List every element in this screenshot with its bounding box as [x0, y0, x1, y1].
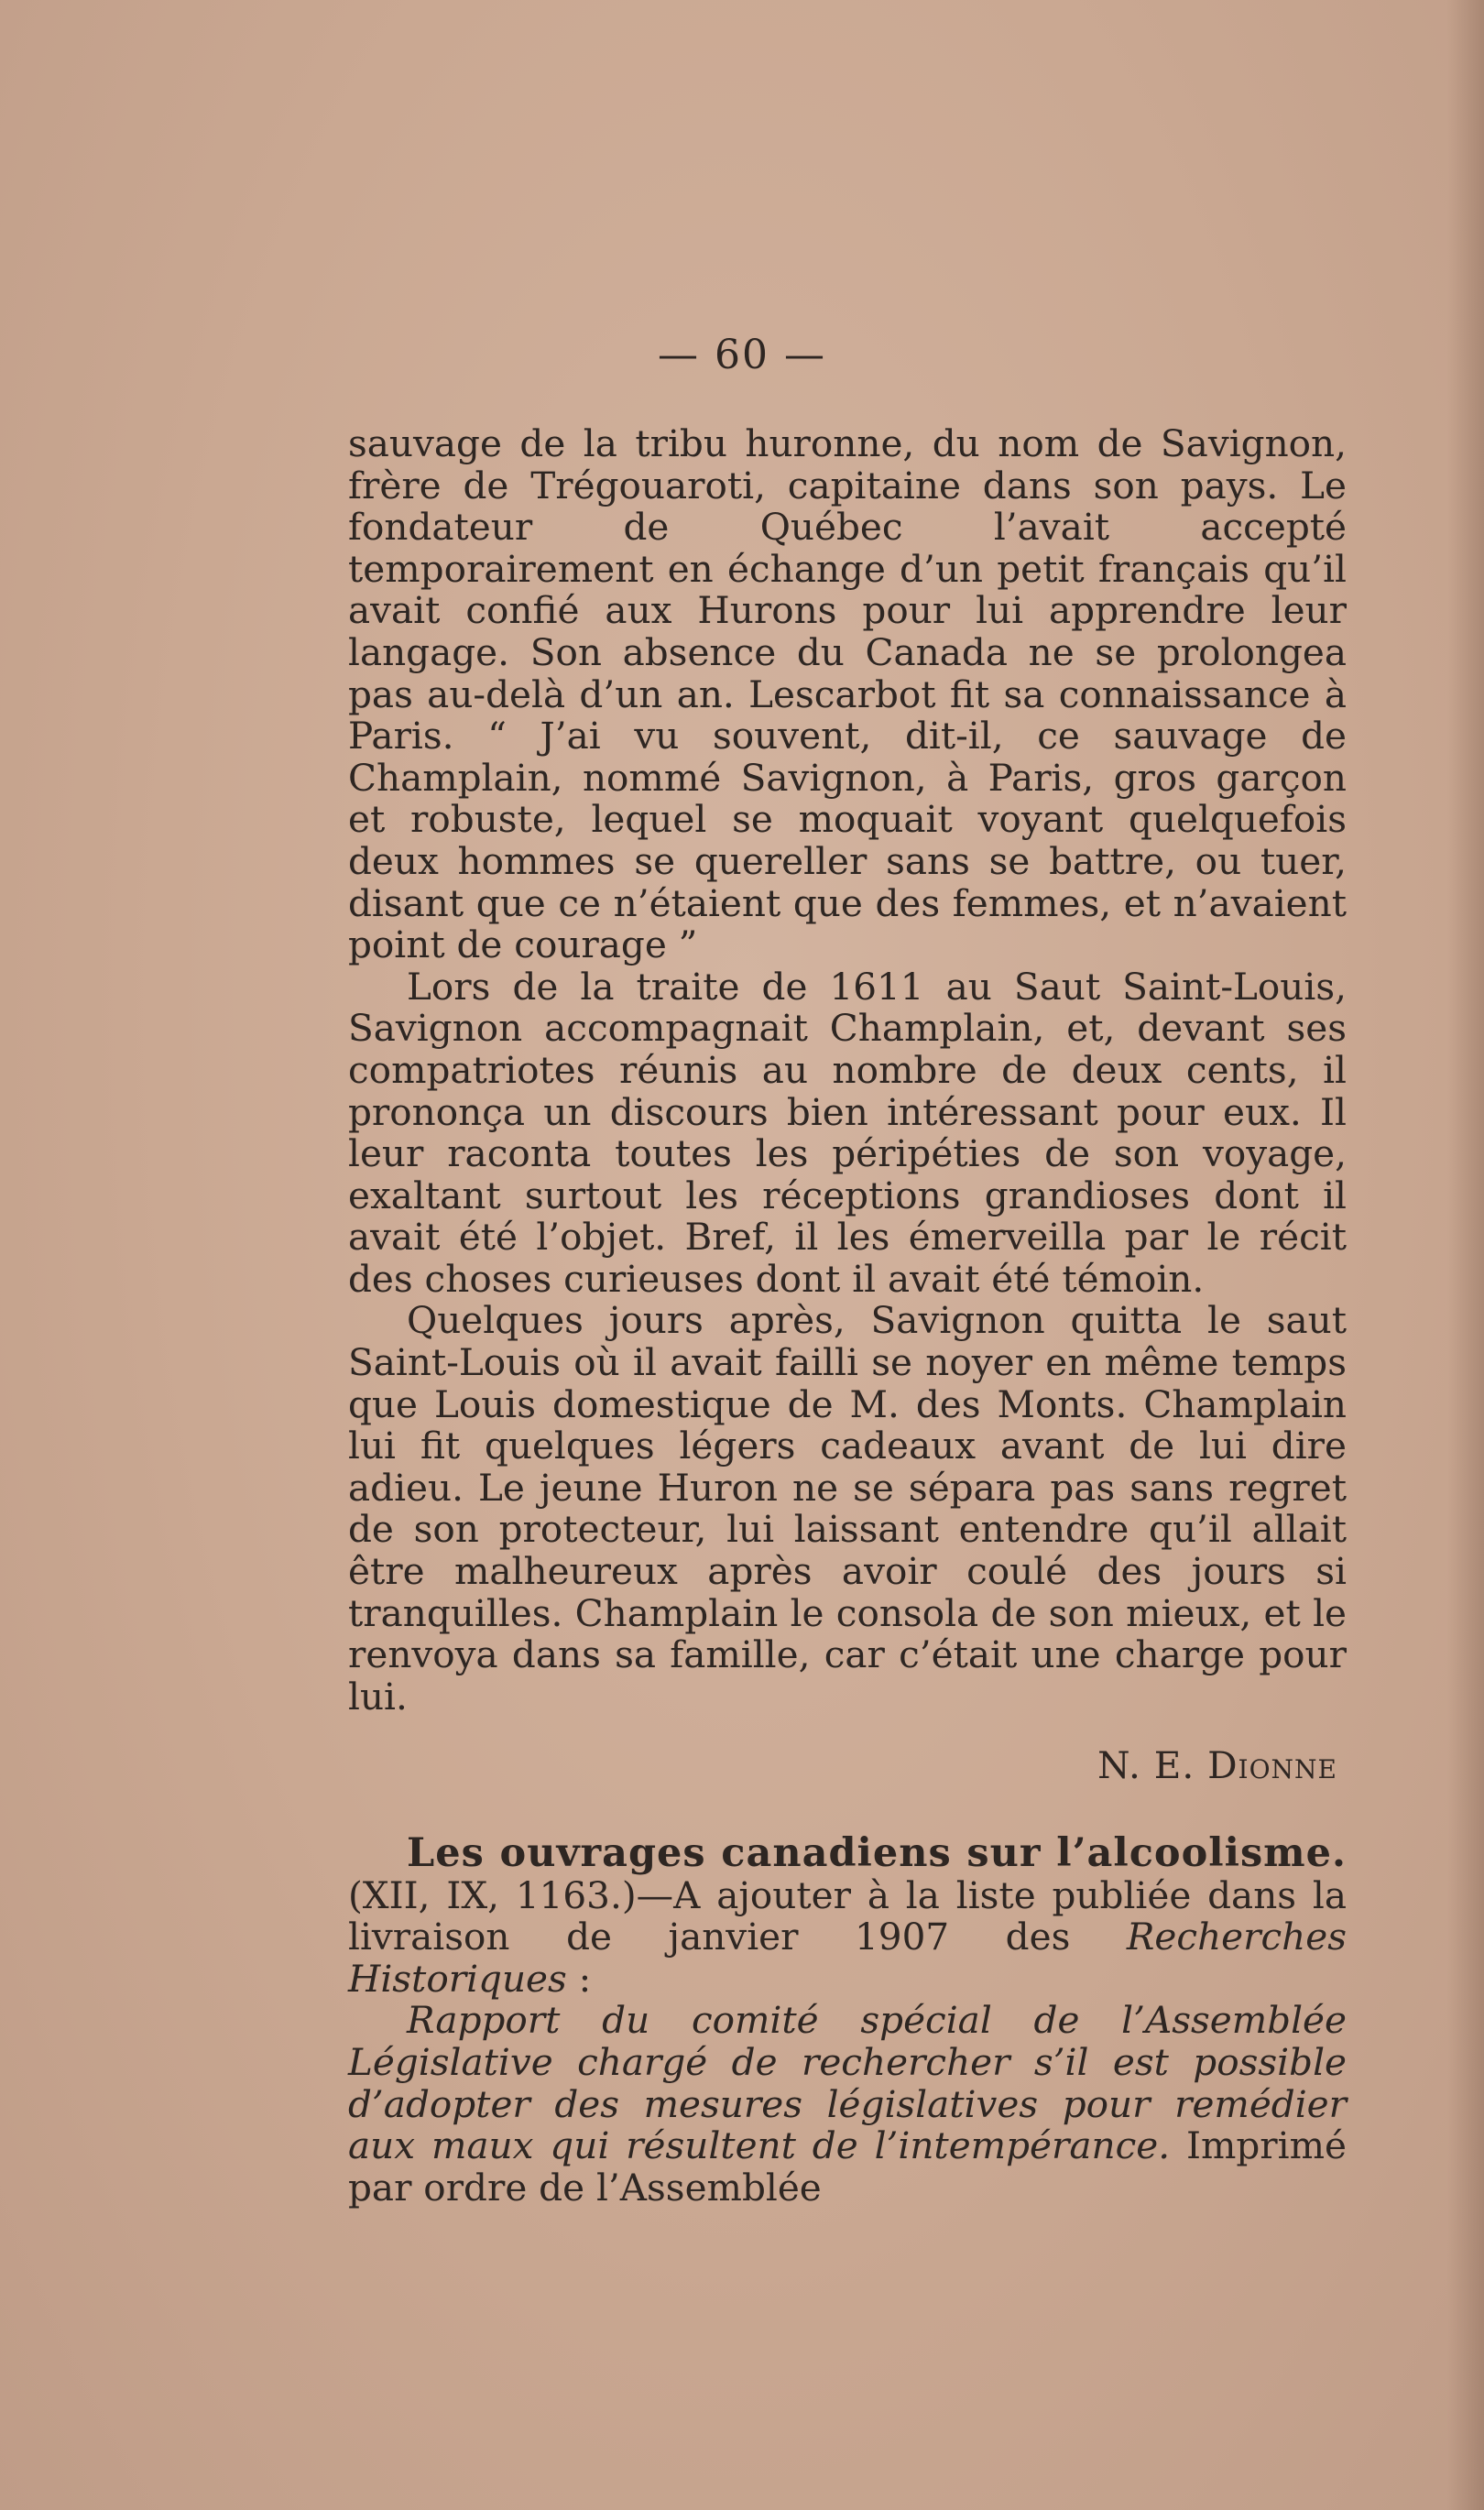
paragraph-2: Lors de la traite de 1611 au Saut Saint-Louis, Savignon accompagnait Champlain, et, devant ses compatriotes réunis au nombre de deux cents, il prononça un discours bien intéressant pour eux. Il leur raconta toutes les péripéties de son voyage, exaltant surtout les réceptions grandioses dont il avait été l’objet. Bref, il les émerveilla par le récit des choses curieuses dont il avait été témoin. [348, 964, 1347, 1301]
paragraph-1: sauvage de la tribu huronne, du nom de Savignon, frère de Trégouaroti, capitaine dans son pays. Le fondateur de Québec l’avait accepté temporairement en échange d’un petit français qu’il avait confié aux Hurons pour lui apprendre leur langage. Son absence du Canada ne se prolongea pas au-delà d’un an. Lescarbot fit sa connaissance à Paris. “ J’ai vu souvent, dit-il, ce sauvage de Champlain, nommé Savignon, à Paris, gros garçon et robuste, lequel se moquait voyant quelquefois deux hommes se quereller sans se battre, ou tuer, disant que ce n’étaient que des femmes, et n’avaient point de courage ” [348, 421, 1347, 967]
section-reference: (XII, IX, 1163.)—A ajouter à la liste publiée dans la livraison de janvier 1907 des [348, 1872, 1347, 1959]
section-title: Les ouvrages canadiens sur l’alcoolisme. [407, 1830, 1347, 1876]
report-entry [348, 2000, 1347, 2209]
page-number: — 60 — [658, 332, 826, 378]
report-tail: Imprimé par ordre de l’Assemblée [348, 2123, 1347, 2210]
journal-name: Recherches Historiques [348, 1915, 1347, 2001]
section-entry [348, 1830, 1347, 2001]
page-text [348, 423, 1347, 2209]
signature-name: N. E. Dionne [1097, 1743, 1337, 1788]
journal-colon: : [566, 1956, 592, 2001]
report-title: Rapport du comité spécial de l’Assemblée Législative chargé de rechercher s’il est possible d’adopter des mesures législatives pour remédier aux maux qui résultent de l’intempérance. [348, 1998, 1347, 2168]
paragraph-3: Quelques jours après, Savignon quitta le saut Saint-Louis où il avait failli se noyer en même temps que Louis domestique de M. des Monts. Champlain lui fit quelques légers cadeaux avant de lui dire adieu. Le jeune Huron ne se sépara pas sans regret de son protecteur, lui laissant entendre qu’il allait être malheureux après avoir coulé des jours si tranquilles. Champlain le consola de son mieux, et le renvoya dans sa famille, car c’était une charge pour lui. [348, 1298, 1347, 1719]
author-signature [348, 1745, 1347, 1787]
